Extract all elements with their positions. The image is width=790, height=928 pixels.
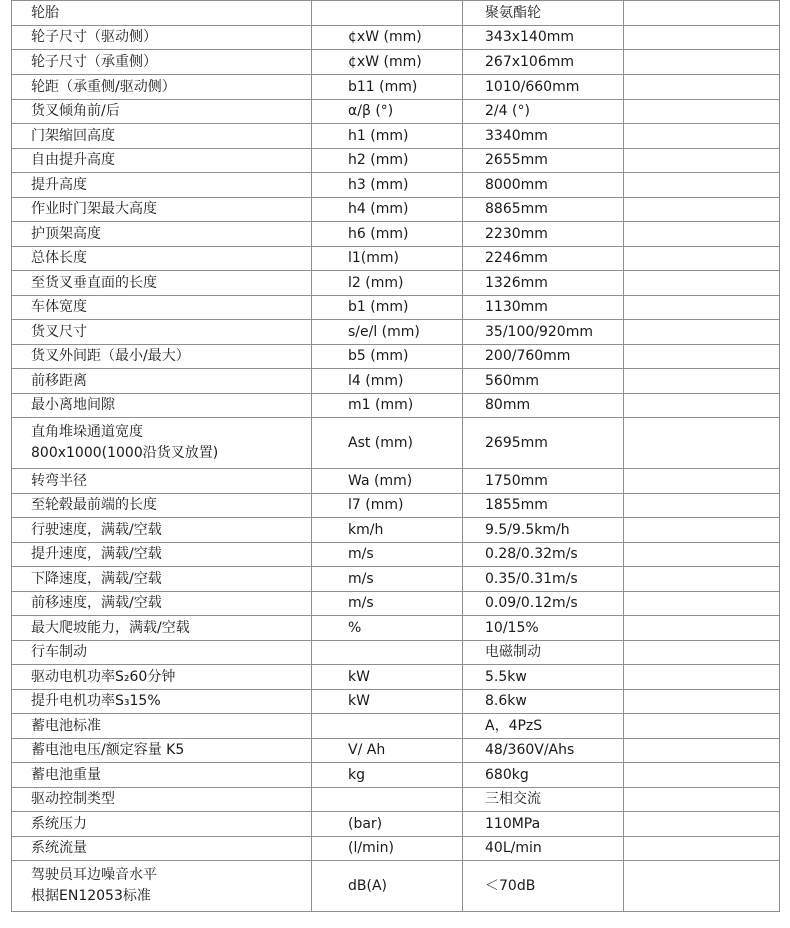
parameter-unit: l2 (mm) bbox=[348, 274, 404, 291]
unit-cell bbox=[312, 394, 463, 418]
parameter-name: 门架缩回高度 bbox=[31, 127, 115, 144]
unit-cell bbox=[312, 369, 463, 394]
table-row bbox=[12, 714, 780, 739]
unit-cell bbox=[312, 543, 463, 567]
table-row bbox=[12, 124, 780, 149]
value-cell bbox=[463, 788, 624, 812]
parameter-value: 1130mm bbox=[485, 299, 548, 315]
parameter-name: 前移距离 bbox=[31, 372, 87, 389]
empty-cell bbox=[624, 641, 780, 665]
table-row bbox=[12, 763, 780, 788]
parameter-unit: (bar) bbox=[348, 815, 383, 832]
table-row bbox=[12, 100, 780, 124]
value-cell bbox=[463, 763, 624, 788]
parameter-name-cell bbox=[12, 394, 312, 418]
value-cell bbox=[463, 345, 624, 369]
value-cell bbox=[463, 418, 624, 469]
parameter-value: 2246mm bbox=[485, 250, 548, 266]
value-cell bbox=[463, 26, 624, 50]
parameter-name-cell bbox=[12, 469, 312, 494]
value-cell bbox=[463, 714, 624, 739]
empty-cell bbox=[624, 1, 780, 26]
parameter-name-cell bbox=[12, 26, 312, 50]
value-cell bbox=[463, 320, 624, 345]
unit-cell bbox=[312, 494, 463, 518]
parameter-name-cell bbox=[12, 616, 312, 641]
unit-cell bbox=[312, 788, 463, 812]
value-cell bbox=[463, 739, 624, 763]
table-row bbox=[12, 26, 780, 50]
parameter-name: 提升高度 bbox=[31, 176, 87, 193]
parameter-name: 提升电机功率S₃15% bbox=[31, 693, 161, 709]
value-cell bbox=[463, 100, 624, 124]
spec-table-body bbox=[12, 1, 780, 912]
table-row bbox=[12, 394, 780, 418]
parameter-name: 轮子尺寸（驱动侧） bbox=[31, 29, 157, 45]
parameter-value: 1326mm bbox=[485, 274, 548, 291]
unit-cell bbox=[312, 149, 463, 173]
empty-cell bbox=[624, 296, 780, 320]
empty-cell bbox=[624, 124, 780, 149]
parameter-unit: b1 (mm) bbox=[348, 299, 409, 315]
parameter-name: 货叉外间距（最小/最大） bbox=[31, 348, 190, 364]
parameter-name: 至货叉垂直面的长度 bbox=[31, 274, 157, 291]
unit-cell bbox=[312, 320, 463, 345]
parameter-name: 蓄电池重量 bbox=[31, 766, 101, 783]
parameter-unit: h1 (mm) bbox=[348, 127, 409, 144]
parameter-name-cell bbox=[12, 296, 312, 320]
parameter-name-cell bbox=[12, 124, 312, 149]
parameter-value: 3340mm bbox=[485, 127, 548, 144]
parameter-name: 驱动控制类型 bbox=[31, 791, 115, 807]
parameter-name-cell bbox=[12, 271, 312, 296]
table-row bbox=[12, 271, 780, 296]
empty-cell bbox=[624, 198, 780, 222]
empty-cell bbox=[624, 271, 780, 296]
parameter-name: 驾驶员耳边噪音水平 bbox=[31, 867, 157, 883]
parameter-value: 1750mm bbox=[485, 472, 548, 489]
unit-cell bbox=[312, 861, 463, 912]
table-row bbox=[12, 296, 780, 320]
parameter-unit: h4 (mm) bbox=[348, 201, 409, 217]
table-row bbox=[12, 469, 780, 494]
parameter-value: 8000mm bbox=[485, 176, 548, 193]
unit-cell bbox=[312, 739, 463, 763]
table-row bbox=[12, 345, 780, 369]
unit-cell bbox=[312, 616, 463, 641]
parameter-value: 1855mm bbox=[485, 497, 548, 513]
empty-cell bbox=[624, 26, 780, 50]
parameter-name-cell bbox=[12, 714, 312, 739]
table-row bbox=[12, 149, 780, 173]
empty-cell bbox=[624, 369, 780, 394]
parameter-name: 行车制动 bbox=[31, 644, 87, 660]
empty-cell bbox=[624, 173, 780, 198]
empty-cell bbox=[624, 763, 780, 788]
value-cell bbox=[463, 543, 624, 567]
parameter-unit: m/s bbox=[348, 546, 374, 562]
parameter-unit: kW bbox=[348, 693, 370, 709]
parameter-unit: % bbox=[348, 619, 362, 636]
empty-cell bbox=[624, 494, 780, 518]
unit-cell bbox=[312, 124, 463, 149]
parameter-name: 前移速度，满载/空载 bbox=[31, 595, 162, 611]
parameter-name-cell bbox=[12, 665, 312, 690]
unit-cell bbox=[312, 75, 463, 100]
parameter-unit: Wa (mm) bbox=[348, 472, 413, 489]
parameter-name-cell bbox=[12, 567, 312, 592]
unit-cell bbox=[312, 418, 463, 469]
parameter-name-cell bbox=[12, 690, 312, 714]
value-cell bbox=[463, 518, 624, 543]
parameter-unit: h2 (mm) bbox=[348, 152, 409, 168]
parameter-unit: m1 (mm) bbox=[348, 397, 414, 413]
value-cell bbox=[463, 665, 624, 690]
parameter-name: 作业时门架最大高度 bbox=[31, 201, 157, 217]
table-row bbox=[12, 494, 780, 518]
parameter-name-cell bbox=[12, 75, 312, 100]
parameter-unit: b11 (mm) bbox=[348, 78, 418, 95]
unit-cell bbox=[312, 812, 463, 837]
table-row bbox=[12, 518, 780, 543]
value-cell bbox=[463, 50, 624, 75]
unit-cell bbox=[312, 469, 463, 494]
table-row bbox=[12, 616, 780, 641]
parameter-name: 最大爬坡能力，满载/空载 bbox=[31, 619, 190, 636]
empty-cell bbox=[624, 222, 780, 247]
parameter-unit: ¢xW (mm) bbox=[348, 53, 422, 70]
unit-cell bbox=[312, 222, 463, 247]
parameter-value: 电磁制动 bbox=[485, 644, 541, 660]
parameter-name: 系统压力 bbox=[31, 815, 87, 832]
parameter-unit: kW bbox=[348, 668, 370, 685]
value-cell bbox=[463, 690, 624, 714]
table-row bbox=[12, 690, 780, 714]
parameter-name: 自由提升高度 bbox=[31, 152, 115, 168]
parameter-name-cell bbox=[12, 837, 312, 861]
table-row bbox=[12, 320, 780, 345]
parameter-value: 8.6kw bbox=[485, 693, 527, 709]
parameter-name: 系统流量 bbox=[31, 840, 87, 856]
unit-cell bbox=[312, 837, 463, 861]
parameter-name: 轮胎 bbox=[31, 4, 59, 21]
parameter-unit: l7 (mm) bbox=[348, 497, 404, 513]
parameter-name: 车体宽度 bbox=[31, 299, 87, 315]
parameter-name-line2: 800x1000(1000沿货叉放置) bbox=[31, 445, 219, 461]
parameter-value: 560mm bbox=[485, 372, 539, 389]
value-cell bbox=[463, 494, 624, 518]
value-cell bbox=[463, 641, 624, 665]
parameter-value: 5.5kw bbox=[485, 668, 527, 685]
unit-cell bbox=[312, 173, 463, 198]
value-cell bbox=[463, 1, 624, 26]
parameter-name: 货叉尺寸 bbox=[31, 323, 87, 340]
parameter-value: A，4PzS bbox=[485, 717, 543, 734]
value-cell bbox=[463, 124, 624, 149]
parameter-name-cell bbox=[12, 1, 312, 26]
table-row bbox=[12, 592, 780, 616]
empty-cell bbox=[624, 469, 780, 494]
unit-cell bbox=[312, 271, 463, 296]
empty-cell bbox=[624, 690, 780, 714]
parameter-value: 0.28/0.32m/s bbox=[485, 546, 578, 562]
parameter-name-cell bbox=[12, 763, 312, 788]
empty-cell bbox=[624, 345, 780, 369]
parameter-name: 最小离地间隙 bbox=[31, 397, 115, 413]
parameter-value: 2695mm bbox=[485, 434, 548, 451]
unit-cell bbox=[312, 592, 463, 616]
parameter-name: 护顶架高度 bbox=[31, 225, 101, 242]
unit-cell bbox=[312, 1, 463, 26]
table-row bbox=[12, 641, 780, 665]
parameter-name: 货叉倾角前/后 bbox=[31, 103, 120, 119]
parameter-value: 200/760mm bbox=[485, 348, 571, 364]
parameter-name: 下降速度，满载/空载 bbox=[31, 570, 162, 587]
parameter-name-cell bbox=[12, 592, 312, 616]
table-row bbox=[12, 543, 780, 567]
unit-cell bbox=[312, 567, 463, 592]
parameter-name-cell bbox=[12, 320, 312, 345]
parameter-name-cell bbox=[12, 494, 312, 518]
unit-cell bbox=[312, 296, 463, 320]
parameter-name-cell bbox=[12, 418, 312, 469]
unit-cell bbox=[312, 690, 463, 714]
parameter-name: 蓄电池电压/额定容量 K5 bbox=[31, 742, 185, 758]
value-cell bbox=[463, 198, 624, 222]
unit-cell bbox=[312, 26, 463, 50]
unit-cell bbox=[312, 641, 463, 665]
parameter-unit: m/s bbox=[348, 595, 374, 611]
empty-cell bbox=[624, 149, 780, 173]
unit-cell bbox=[312, 247, 463, 271]
table-row bbox=[12, 812, 780, 837]
value-cell bbox=[463, 567, 624, 592]
parameter-name: 蓄电池标准 bbox=[31, 717, 101, 734]
empty-cell bbox=[624, 394, 780, 418]
value-cell bbox=[463, 469, 624, 494]
value-cell bbox=[463, 247, 624, 271]
unit-cell bbox=[312, 345, 463, 369]
parameter-name-cell bbox=[12, 345, 312, 369]
parameter-value: 110MPa bbox=[485, 815, 541, 832]
parameter-unit: h3 (mm) bbox=[348, 176, 409, 193]
table-row bbox=[12, 50, 780, 75]
unit-cell bbox=[312, 198, 463, 222]
value-cell bbox=[463, 149, 624, 173]
parameter-unit: V/ Ah bbox=[348, 742, 386, 758]
parameter-unit: ¢xW (mm) bbox=[348, 29, 422, 45]
table-row bbox=[12, 75, 780, 100]
parameter-name-cell bbox=[12, 861, 312, 912]
parameter-unit: α/β (°) bbox=[348, 103, 394, 119]
parameter-value: ＜70dB bbox=[485, 877, 536, 894]
empty-cell bbox=[624, 861, 780, 912]
parameter-value: 267x106mm bbox=[485, 53, 575, 70]
value-cell bbox=[463, 812, 624, 837]
parameter-name: 行驶速度，满载/空载 bbox=[31, 521, 162, 538]
parameter-value: 2655mm bbox=[485, 152, 548, 168]
parameter-name: 驱动电机功率S₂60分钟 bbox=[31, 668, 176, 685]
table-row bbox=[12, 861, 780, 912]
table-row bbox=[12, 418, 780, 469]
empty-cell bbox=[624, 50, 780, 75]
empty-cell bbox=[624, 739, 780, 763]
table-row bbox=[12, 173, 780, 198]
empty-cell bbox=[624, 543, 780, 567]
parameter-name-line2: 根据EN12053标准 bbox=[31, 888, 151, 904]
parameter-name-cell bbox=[12, 222, 312, 247]
empty-cell bbox=[624, 788, 780, 812]
empty-cell bbox=[624, 592, 780, 616]
parameter-name-cell bbox=[12, 543, 312, 567]
parameter-unit: (l/min) bbox=[348, 840, 394, 856]
parameter-name: 直角堆垛通道宽度 bbox=[31, 424, 143, 440]
parameter-value: 48/360V/Ahs bbox=[485, 742, 575, 758]
empty-cell bbox=[624, 247, 780, 271]
parameter-unit: Ast (mm) bbox=[348, 434, 414, 451]
empty-cell bbox=[624, 837, 780, 861]
parameter-value: 80mm bbox=[485, 397, 531, 413]
parameter-value: 2230mm bbox=[485, 225, 548, 242]
parameter-name: 轮距（承重侧/驱动侧） bbox=[31, 78, 176, 95]
table-row bbox=[12, 369, 780, 394]
unit-cell bbox=[312, 714, 463, 739]
parameter-name: 轮子尺寸（承重侧） bbox=[31, 53, 157, 70]
parameter-unit: m/s bbox=[348, 570, 374, 587]
empty-cell bbox=[624, 100, 780, 124]
empty-cell bbox=[624, 518, 780, 543]
table-row bbox=[12, 739, 780, 763]
value-cell bbox=[463, 837, 624, 861]
parameter-name: 提升速度，满载/空载 bbox=[31, 546, 162, 562]
unit-cell bbox=[312, 100, 463, 124]
empty-cell bbox=[624, 75, 780, 100]
parameter-name: 转弯半径 bbox=[31, 472, 87, 489]
table-row bbox=[12, 198, 780, 222]
parameter-name: 总体长度 bbox=[31, 250, 87, 266]
parameter-unit: km/h bbox=[348, 521, 384, 538]
value-cell bbox=[463, 394, 624, 418]
parameter-name-cell bbox=[12, 641, 312, 665]
parameter-value: 8865mm bbox=[485, 201, 548, 217]
value-cell bbox=[463, 616, 624, 641]
parameter-name-cell bbox=[12, 812, 312, 837]
parameter-name: 至轮毂最前端的长度 bbox=[31, 497, 157, 513]
parameter-name-cell bbox=[12, 518, 312, 543]
parameter-unit: l4 (mm) bbox=[348, 372, 404, 389]
table-row bbox=[12, 665, 780, 690]
parameter-name-cell bbox=[12, 369, 312, 394]
parameter-name-cell bbox=[12, 50, 312, 75]
parameter-value: 2/4 (°) bbox=[485, 103, 530, 119]
empty-cell bbox=[624, 567, 780, 592]
parameter-name-cell bbox=[12, 788, 312, 812]
table-row bbox=[12, 837, 780, 861]
spec-table bbox=[11, 0, 780, 912]
parameter-unit: s/e/l (mm) bbox=[348, 323, 420, 340]
parameter-name-cell bbox=[12, 173, 312, 198]
empty-cell bbox=[624, 616, 780, 641]
empty-cell bbox=[624, 714, 780, 739]
table-row bbox=[12, 1, 780, 26]
value-cell bbox=[463, 222, 624, 247]
parameter-value: 40L/min bbox=[485, 840, 542, 856]
parameter-name-cell bbox=[12, 149, 312, 173]
parameter-value: 680kg bbox=[485, 766, 529, 783]
table-row bbox=[12, 567, 780, 592]
parameter-unit: h6 (mm) bbox=[348, 225, 409, 242]
unit-cell bbox=[312, 763, 463, 788]
parameter-name-cell bbox=[12, 198, 312, 222]
parameter-unit: b5 (mm) bbox=[348, 348, 409, 364]
value-cell bbox=[463, 369, 624, 394]
empty-cell bbox=[624, 320, 780, 345]
empty-cell bbox=[624, 418, 780, 469]
parameter-unit: dB(A) bbox=[348, 877, 387, 894]
parameter-value: 1010/660mm bbox=[485, 78, 580, 95]
parameter-value: 35/100/920mm bbox=[485, 323, 593, 340]
parameter-value: 9.5/9.5km/h bbox=[485, 521, 570, 538]
empty-cell bbox=[624, 665, 780, 690]
parameter-value: 0.09/0.12m/s bbox=[485, 595, 578, 611]
table-row bbox=[12, 222, 780, 247]
value-cell bbox=[463, 75, 624, 100]
unit-cell bbox=[312, 50, 463, 75]
unit-cell bbox=[312, 665, 463, 690]
parameter-name-cell bbox=[12, 739, 312, 763]
parameter-unit: kg bbox=[348, 766, 365, 783]
parameter-value: 0.35/0.31m/s bbox=[485, 570, 578, 587]
parameter-value: 三相交流 bbox=[485, 791, 541, 807]
table-row bbox=[12, 247, 780, 271]
parameter-name-cell bbox=[12, 247, 312, 271]
parameter-name-cell bbox=[12, 100, 312, 124]
parameter-value: 聚氨酯轮 bbox=[485, 4, 541, 21]
parameter-value: 10/15% bbox=[485, 619, 539, 636]
table-row bbox=[12, 788, 780, 812]
parameter-value: 343x140mm bbox=[485, 29, 575, 45]
value-cell bbox=[463, 271, 624, 296]
value-cell bbox=[463, 173, 624, 198]
unit-cell bbox=[312, 518, 463, 543]
value-cell bbox=[463, 296, 624, 320]
parameter-unit: l1(mm) bbox=[348, 250, 399, 266]
value-cell bbox=[463, 861, 624, 912]
empty-cell bbox=[624, 812, 780, 837]
value-cell bbox=[463, 592, 624, 616]
